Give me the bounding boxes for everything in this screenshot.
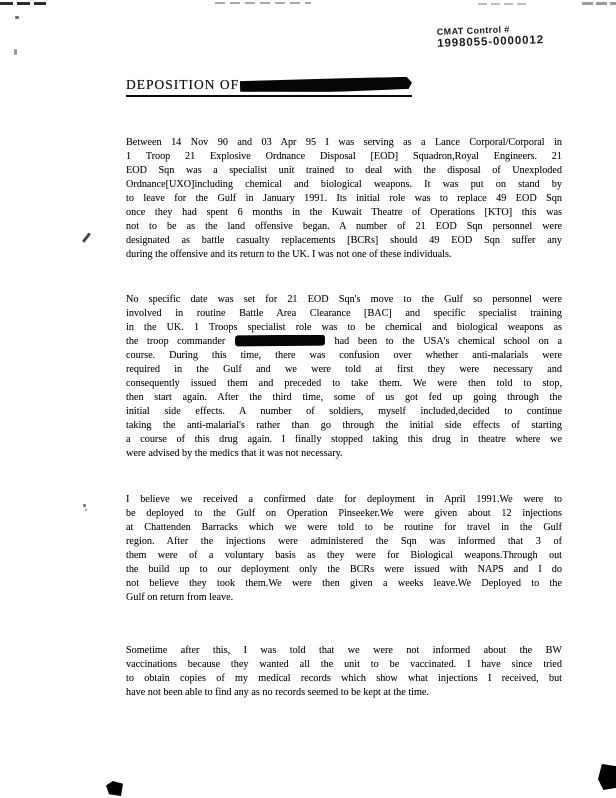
document-body xyxy=(126,136,562,700)
text-line: Sometime after this, I was told that we were not informed about the BW xyxy=(126,645,562,656)
text-line: be deployed to the Gulf on Operation Pinseeker.We were given about 12 injections xyxy=(126,508,562,519)
text-line: EOD Sqn was a specialist unit trained to deal with the disposal of Unexploded xyxy=(126,165,562,176)
text-line: Between 14 Nov 90 and 03 Apr 95 I was serving as a Lance Corporal/Corporal in xyxy=(126,137,562,148)
paragraph-service-history xyxy=(126,136,562,262)
text-line: Gulf on return from leave. xyxy=(126,592,234,603)
scan-artifact xyxy=(15,16,19,19)
title-text: DEPOSITION OF xyxy=(126,77,240,92)
redaction-bar xyxy=(240,77,412,93)
text-line: during the offensive and its return to the UK. I was not one of these individuals. xyxy=(126,249,452,260)
scan-artifact xyxy=(83,504,86,507)
text-line-with-redaction xyxy=(126,335,562,349)
scan-artifact xyxy=(14,49,17,55)
text-line: the build up to our deployment only the BCRs were issued with NAPS and I do xyxy=(126,564,562,575)
scan-artifact xyxy=(0,2,46,5)
scan-artifact xyxy=(106,781,123,796)
text-line: region. After the injections were administered the Sqn was informed that 3 of xyxy=(126,536,562,547)
paragraph-deployment-injections xyxy=(126,493,562,605)
control-number-block xyxy=(437,23,545,50)
text-line: once they had spent 6 months in the Kuwait Theatre of Operations [KTO] this was xyxy=(126,207,562,218)
text-line: designated as battle casualty replacements [BCRs] should 49 EOD Sqn suffer any xyxy=(126,235,562,246)
text-line: to leave for the Gulf in January 1991. Its initial role was to replace 49 EOD Sqn xyxy=(126,193,562,204)
text-line: I believe we received a confirmed date for deployment in April 1991.We were to xyxy=(126,494,562,505)
document-title xyxy=(126,76,412,97)
control-number-value: 1998055-0000012 xyxy=(437,34,545,50)
paragraph-training-antimalarials xyxy=(126,293,562,461)
scan-artifact xyxy=(82,232,91,242)
redline-before: the troop commander xyxy=(126,336,226,347)
text-line: to obtain copies of my medical records which show what injections I received, but xyxy=(126,673,562,684)
scan-artifact xyxy=(215,2,311,4)
text-line: were advised by the medics that it was not necessary. xyxy=(126,448,343,459)
text-line: taking the anti-malarial's rather than go through the initial side effects of starting xyxy=(126,420,562,431)
text-line: then start again. After the third time, some of us got fed up going through the xyxy=(126,392,562,403)
text-line: not to be as the land offensive began. A number of 21 EOD Sqn personnel were xyxy=(126,221,562,232)
text-line: not believe they took them.We were then given a weeks leave.We Deployed to the xyxy=(126,578,562,589)
text-line: Ordnance[UXO]including chemical and biological weapons. It was put on stand by xyxy=(126,179,562,190)
text-line: required in the Gulf and we were told at first they were necessary and xyxy=(126,364,562,375)
scan-artifact xyxy=(85,509,87,511)
text-line: in the UK. 1 Troops specialist role was to be chemical and biological weapons as xyxy=(126,322,562,333)
redaction-bar xyxy=(235,335,325,346)
text-line: initial side effects. A number of soldiers, myself included,decided to continue xyxy=(126,406,562,417)
text-line: course. During this time, there was confusion over whether anti-malarials were xyxy=(126,350,562,361)
text-line: at Chattenden Barracks which we were told to be routine for travel in the Gulf xyxy=(126,522,562,533)
text-line: involved in routine Battle Area Clearance [BAC] and specific specialist training xyxy=(126,308,562,319)
text-line: 1 Troop 21 Explosive Ordnance Disposal [EOD] Squadron,Royal Engineers. 21 xyxy=(126,151,562,162)
text-line: have not been able to find any as no records seemed to be kept at the time. xyxy=(126,687,429,698)
paragraph-vaccination-records xyxy=(126,644,562,700)
control-number-label: CMAT Control # xyxy=(436,24,510,37)
text-line: vaccinations because they wanted all the unit to be vaccinated. I have since tried xyxy=(126,659,562,670)
scan-artifact xyxy=(478,3,526,5)
scan-artifact xyxy=(582,2,616,5)
text-line: No specific date was set for 21 EOD Sqn's move to the Gulf so personnel were xyxy=(126,294,562,305)
text-line: consequently issued them and preceded to take them. We were then told to stop, xyxy=(126,378,562,389)
text-line: a course of this drug again. I finally stopped taking this drug in theatre where we xyxy=(126,434,562,445)
text-line: them were of a voluntary basis as they were for Biological weapons.Through out xyxy=(126,550,562,561)
scan-artifact xyxy=(598,764,616,790)
redline-after: had been to the USA's chemical school on a xyxy=(334,336,562,347)
